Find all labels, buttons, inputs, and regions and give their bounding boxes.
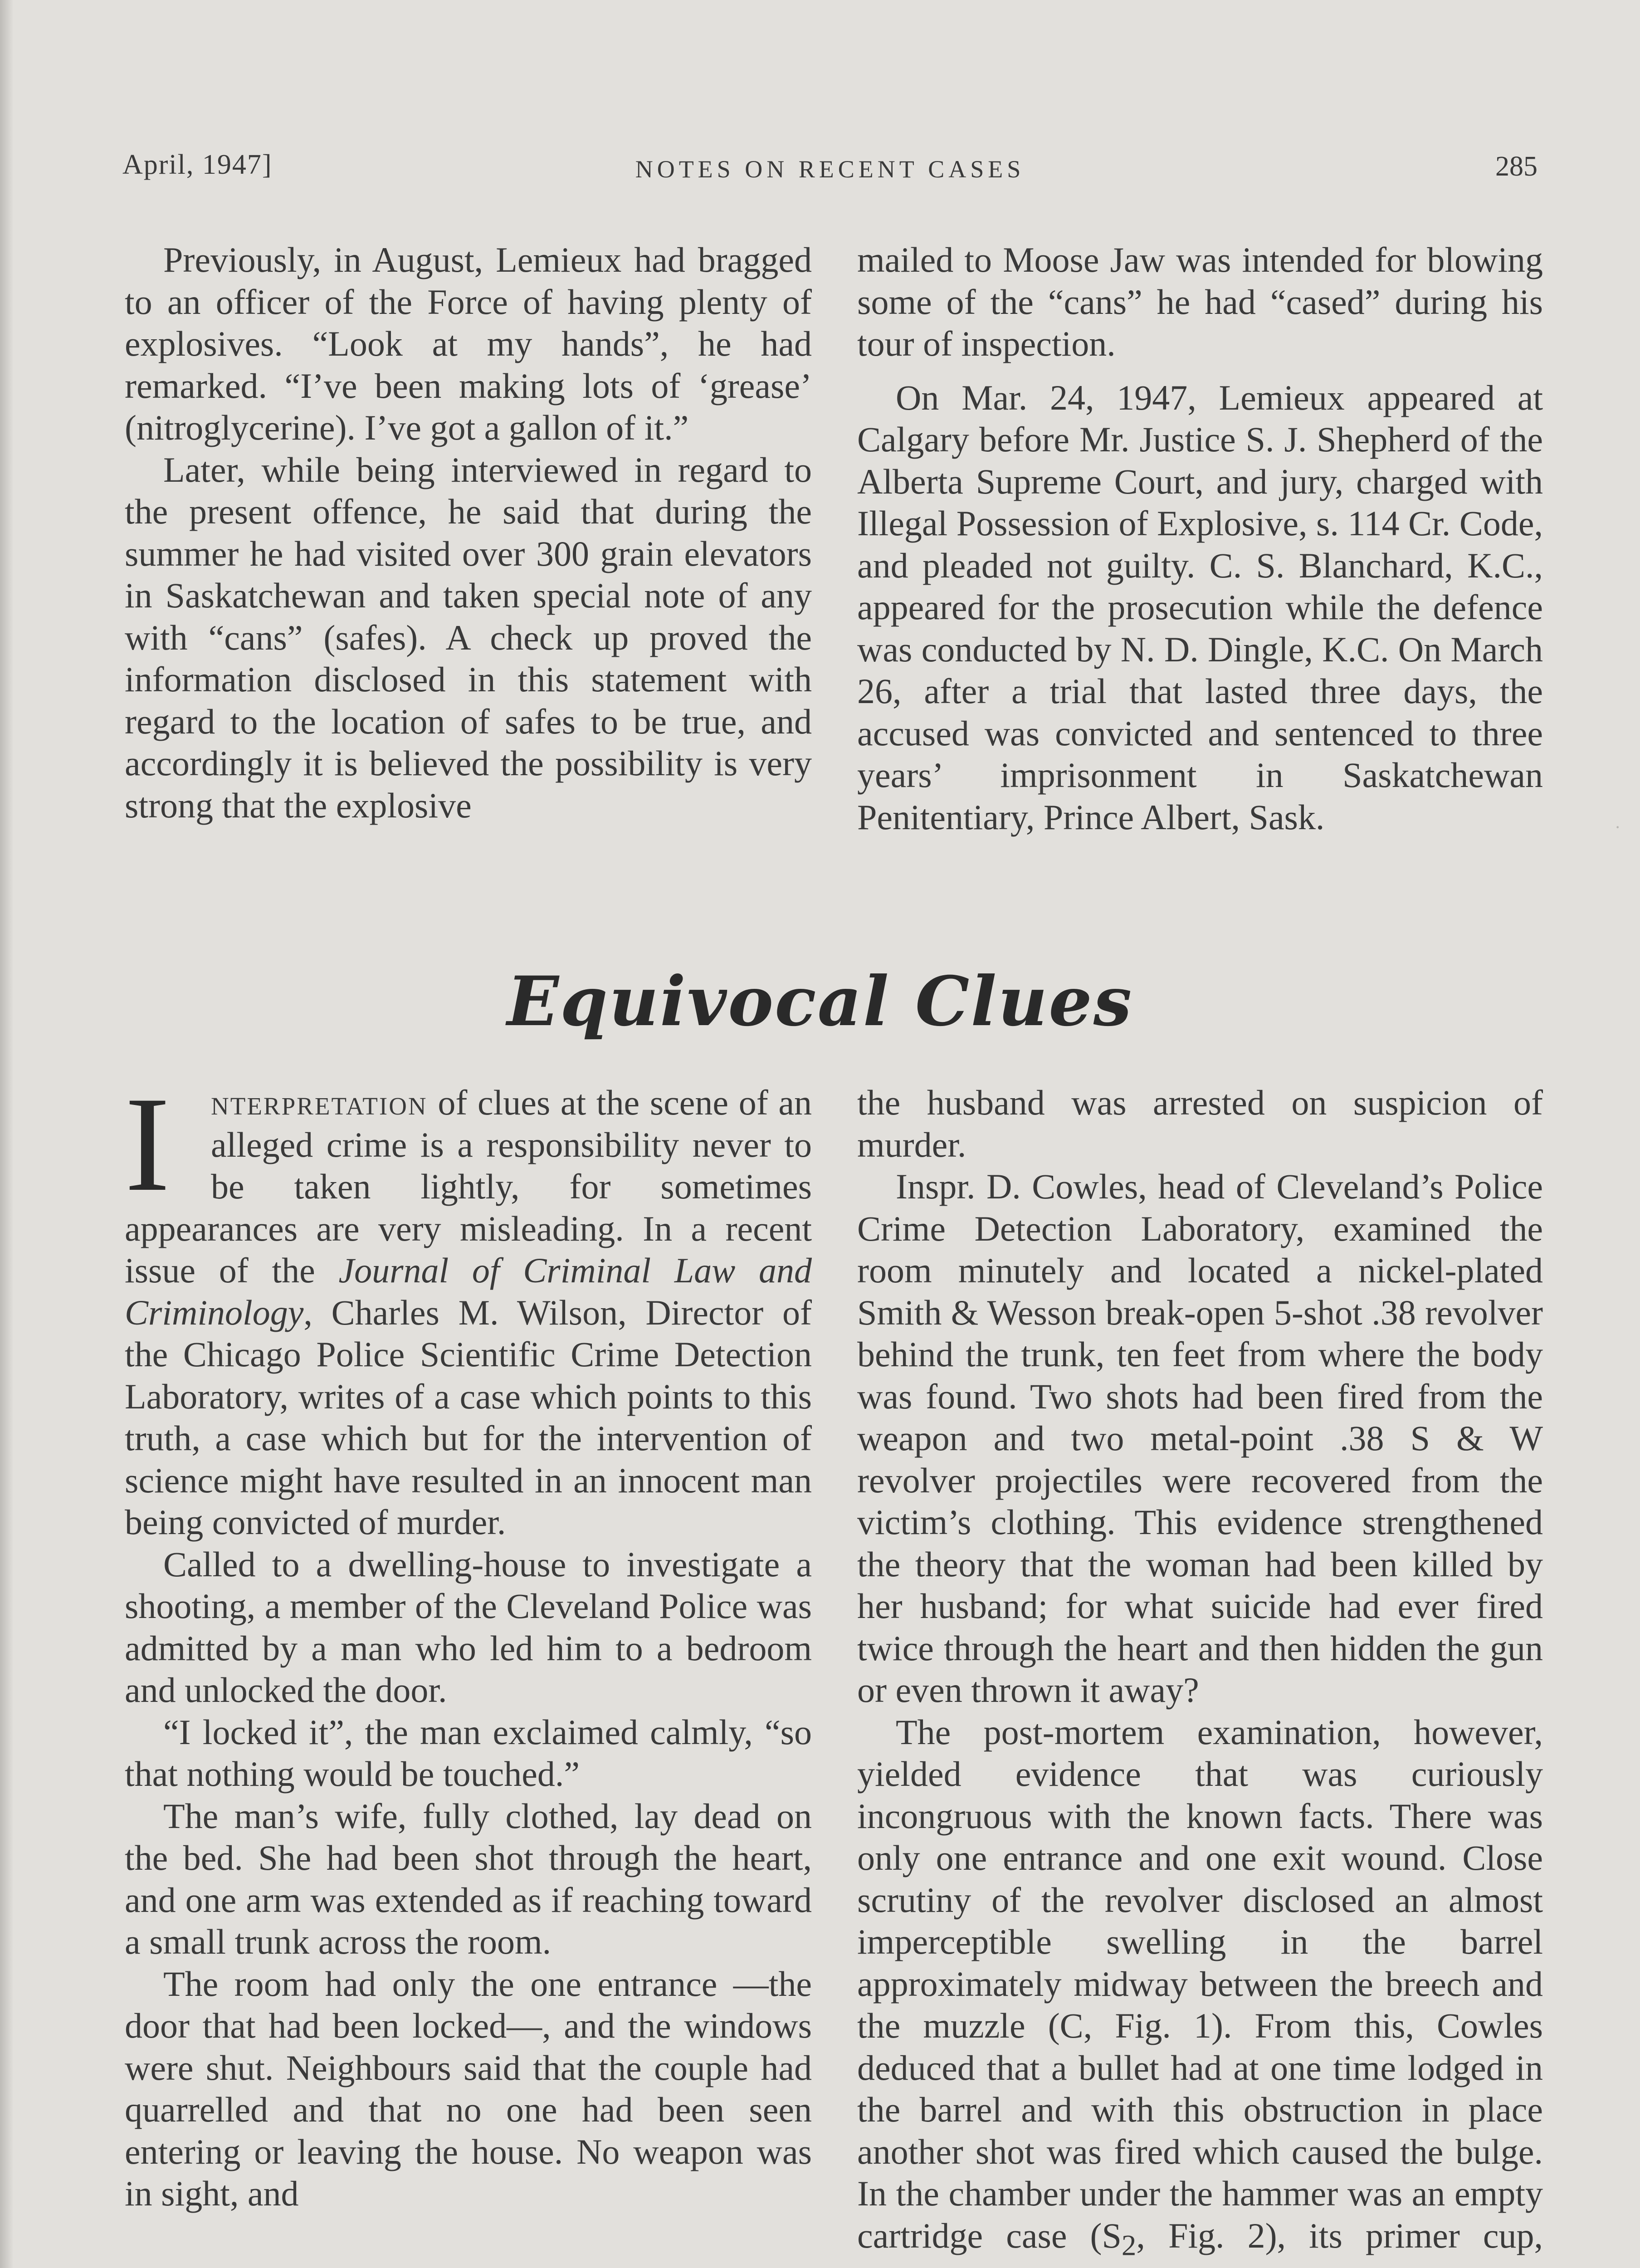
page-edge-shadow bbox=[0, 0, 14, 2268]
lead-text-b: , Charles M. Wilson, Director of the Chicago Police Scientific Crime Detection Laboratory, writes of a case which points to this truth, a case which but for the intervention of science might have resulted in an innocent man being convicted of murder. bbox=[125, 1292, 812, 1542]
article2-column-right bbox=[857, 1082, 1543, 2268]
subscript: 2 bbox=[1121, 2229, 1137, 2262]
paragraph bbox=[857, 1711, 1543, 2268]
lead-small-caps: nterpretation bbox=[211, 1083, 428, 1122]
running-header bbox=[122, 149, 1538, 190]
paragraph: “I locked it”, the man exclaimed calmly, “so that nothing would be touched.” bbox=[125, 1712, 812, 1794]
paragraph-text-a: The post-mortem examination, however, yielded evidence that was curiously incongruous with the known facts. There was only one entrance and one exit wound. Close scrutiny of the revolver disclosed an almost imperceptible swelling in the barrel approximately midway between the breech and the muzzle (C, Fig. 1). From this, Cowles deduced that a bullet had at one time lodged in the barrel and with this obstruction in place another shot was fired which caused the bulge. In the chamber under the hammer was an empty cartridge case (S bbox=[857, 1712, 1543, 2255]
page-number: 285 bbox=[1495, 151, 1538, 182]
header-section-title: NOTES ON RECENT CASES bbox=[635, 156, 1025, 183]
lead-text-a: of clues at the scene of an alleged crime is a responsibility never to be taken lightly, for sometimes appearances are very misleading. In a recent issue of the bbox=[125, 1083, 812, 1290]
article1-column-left bbox=[125, 239, 812, 826]
paragraph: mailed to Moose Jaw was intended for blowing some of the “cans” he had “cased” during his tour of inspection. bbox=[857, 240, 1543, 363]
paragraph: Later, while being interviewed in regard to the present offence, he said that during the summer he had visited over 300 grain elevators in Saskatchewan and taken special note of any with “cans” (safes). A check up proved the information disclosed in this statement with regard to the location of safes to be true, and accordingly it is believed the possibility is very strong that the explosive bbox=[125, 450, 812, 825]
article-title: Equivocal Clues bbox=[507, 962, 1133, 1041]
drop-cap: I bbox=[125, 1069, 170, 1219]
paragraph-text-b: , Fig. 2), its primer cup, bbox=[1136, 2215, 1543, 2255]
article1-column-right bbox=[857, 239, 1543, 838]
paragraph: On Mar. 24, 1947, Lemieux appeared at Calgary before Mr. Justice S. J. Shepherd of the Alberta Supreme Court, and jury, charged with Illegal Possession of Explosive, s. 114 Cr. Code, and pleaded not guilty. C. S. Blanchard, K.C., appeared for the prosecution while the defence was conducted by N. D. Dingle, K.C. On March 26, after a trial that lasted three days, the accused was convicted and sentenced to three years’ imprisonment in Saskatchewan Penitentiary, Prince Albert, Sask. bbox=[857, 377, 1543, 837]
paragraph: The man’s wife, fully clothed, lay dead on the bed. She had been shot through the heart, and one arm was extended as if reaching toward a small trunk across the room. bbox=[125, 1796, 812, 1961]
paragraph: The room had only the one entrance —the door that had been locked—, and the windows were shut. Neighbours said that the couple had quarrelled and that no one had been seen entering or leaving the house. No weapon was in sight, and bbox=[125, 1964, 812, 2213]
article2-column-left bbox=[125, 1069, 812, 2215]
lead-paragraph bbox=[125, 1069, 812, 1544]
paragraph: the husband was arrested on suspicion of murder. bbox=[857, 1083, 1543, 1164]
paragraph: Called to a dwelling-house to investigate a shooting, a member of the Cleveland Police was admitted by a man who led him to a bedroom and unlocked the door. bbox=[125, 1544, 812, 1710]
paragraph: Previously, in August, Lemieux had bragged to an officer of the Force of having plenty of explosives. “Look at my hands”, he had remarked. “I’ve been making lots of ‘grease’ (nitroglycerine). I’ve got a gallon of it.” bbox=[125, 240, 812, 447]
journal-name: Journal of Criminal Law and Criminology bbox=[125, 1251, 812, 1332]
header-date: April, 1947] bbox=[122, 149, 273, 180]
paragraph: Inspr. D. Cowles, head of Cleveland’s Police Crime Detection Laboratory, examined the room minutely and located a nickel-plated Smith & Wesson break-open 5-shot .38 revolver behind the trunk, ten feet from where the body was found. Two shots had been fired from the weapon and two metal-point .38 S & W revolver projectiles were recovered from the victim’s clothing. This evidence strengthened the theory that the woman had been killed by her husband; for what suicide had ever fired twice through the heart and then hidden the gun or even thrown it away? bbox=[857, 1167, 1543, 1710]
margin-mark: · bbox=[1615, 817, 1621, 837]
